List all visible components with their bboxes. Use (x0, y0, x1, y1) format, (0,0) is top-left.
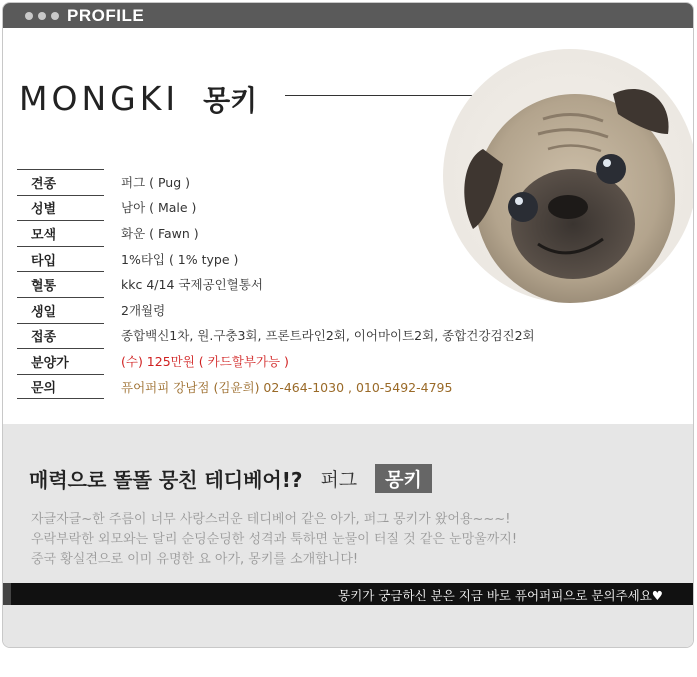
info-row-sex (17, 195, 577, 221)
profile-card (2, 2, 694, 648)
promo-breed: 퍼그 (320, 469, 358, 491)
info-row-type (17, 246, 577, 272)
promo-line: 우락부락한 외모와는 달리 순딩순딩한 성격과 툭하면 눈물이 터질 것 같은 눈망울까지! (31, 532, 518, 547)
info-table (17, 169, 577, 399)
info-row-contact (17, 374, 577, 400)
info-label: 문의 (17, 374, 104, 400)
promo-heading (29, 464, 432, 493)
info-label: 접종 (17, 323, 104, 349)
dot-icon (51, 12, 59, 20)
info-label: 혈통 (17, 271, 104, 297)
profile-header-bar (3, 3, 693, 28)
promo-name-badge: 몽키 (375, 464, 432, 493)
info-value: kkc 4/14 국제공인혈통서 (121, 277, 263, 293)
dot-icon (38, 12, 46, 20)
info-label: 성별 (17, 195, 104, 221)
info-label: 분양가 (17, 348, 104, 374)
info-label: 모색 (17, 220, 104, 246)
info-row-vaccination (17, 323, 577, 349)
info-value: 화운 ( Fawn ) (121, 225, 199, 241)
dog-name-en: MONGKI (19, 79, 180, 118)
promo-description (31, 510, 517, 570)
info-row-price (17, 348, 577, 374)
promo-line: 중국 황실견으로 이미 유명한 요 아가, 몽키를 소개합니다! (31, 552, 359, 567)
cta-accent (3, 583, 11, 605)
promo-title: 매력으로 똘똘 뭉친 테디베어!? (29, 468, 303, 492)
info-label: 견종 (17, 169, 104, 195)
info-value: 종합백신1차, 원.구충3회, 프론트라인2회, 이어마이트2회, 종합건강검진2회 (121, 328, 535, 344)
info-label: 타입 (17, 246, 104, 272)
cta-bar (3, 583, 693, 605)
price-value: (수) 125만원 ( 카드할부가능 ) (121, 353, 289, 369)
contact-value: 퓨어퍼피 강남점 (김윤희) 02-464-1030 , 010-5492-4795 (121, 379, 453, 395)
header-title: PROFILE (67, 5, 145, 25)
promo-line: 자글자글~한 주름이 너무 사랑스러운 테디베어 같은 아가, 퍼그 몽키가 왔어용~~~! (31, 512, 511, 527)
info-value: 퍼그 ( Pug ) (121, 174, 190, 190)
name-divider (285, 95, 475, 96)
cta-text: 몽키가 궁금하신 분은 지금 바로 퓨어퍼피으로 문의주세요♥ (338, 588, 663, 603)
info-row-breed (17, 169, 577, 195)
info-row-pedigree (17, 271, 577, 297)
info-row-birth (17, 297, 577, 323)
dot-icon (25, 12, 33, 20)
dog-name (19, 79, 257, 119)
info-value: 남아 ( Male ) (121, 200, 197, 216)
info-label: 생일 (17, 297, 104, 323)
info-value: 2개월령 (121, 302, 166, 318)
header-dots (25, 12, 59, 20)
info-row-color (17, 220, 577, 246)
promo-section (3, 424, 693, 648)
dog-name-ko: 몽키 (203, 84, 258, 117)
info-value: 1%타입 ( 1% type ) (121, 251, 239, 267)
